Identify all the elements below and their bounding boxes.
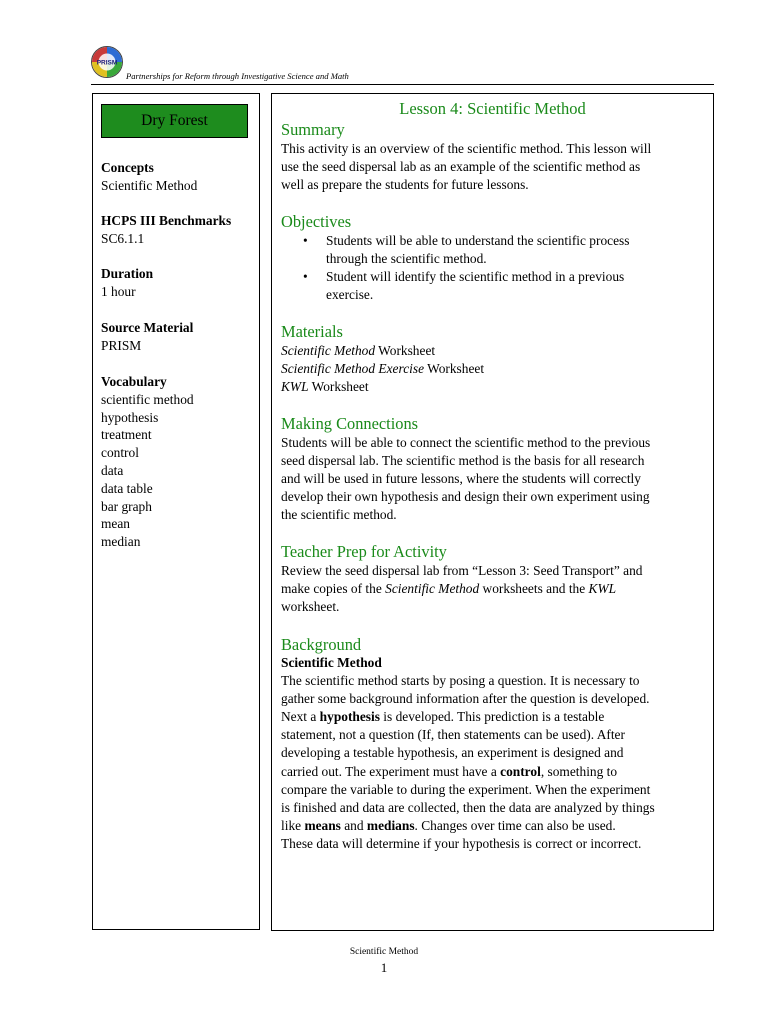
connections-line: seed dispersal lab. The scientific method is the basis for all research: [281, 453, 645, 469]
material-name: Scientific Method Exercise: [281, 361, 425, 377]
vocab-item: bar graph: [101, 498, 152, 514]
background-line: gather some background information after the question is developed.: [281, 691, 650, 707]
page-number: 1: [380, 960, 388, 975]
concepts-value: Scientific Method: [101, 177, 198, 193]
lesson-title: Lesson 4: Scientific Method: [399, 99, 586, 118]
benchmarks-section: [101, 212, 256, 248]
benchmarks-heading: HCPS III Benchmarks: [101, 213, 232, 228]
vocab-item: data: [101, 462, 124, 478]
background-line: is finished and data are collected, then the data are analyzed by things: [281, 799, 655, 815]
footer-label: Scientific Method: [349, 947, 419, 957]
bullet-icon: •: [303, 269, 308, 284]
teacher-prep-text: [281, 562, 709, 616]
connections-line: develop their own hypothesis and design their own experiment using: [281, 489, 650, 505]
objective-line: exercise.: [326, 287, 374, 303]
vocab-item: median: [101, 534, 141, 550]
background-line: like means and medians. Changes over time can also be used.: [281, 817, 616, 833]
vocab-item: hypothesis: [101, 409, 159, 425]
unit-label: Dry Forest: [141, 112, 208, 129]
vocab-item: scientific method: [101, 391, 194, 407]
summary-line: This activity is an overview of the scientific method. This lesson will: [281, 141, 652, 156]
summary-heading: Summary: [281, 120, 345, 139]
duration-heading: Duration: [101, 266, 154, 281]
teacher-prep-line: Review the seed dispersal lab from “Lesson 3: Seed Transport” and: [281, 563, 643, 578]
background-line: compare the variable to during the experiment. When the experiment: [281, 781, 651, 797]
bullet-icon: •: [303, 233, 308, 248]
source-value: PRISM: [101, 337, 142, 353]
objective-line: Student will identify the scientific method in a previous: [326, 269, 625, 284]
connections-line: the scientific method.: [281, 507, 397, 523]
vocabulary-heading: Vocabulary: [101, 374, 167, 389]
background-subheading: Scientific Method: [281, 655, 382, 670]
material-item: [281, 342, 709, 360]
connections-heading: Making Connections: [281, 414, 419, 433]
teacher-prep-line: worksheet.: [281, 599, 340, 615]
objectives-heading: Objectives: [281, 212, 352, 231]
material-item: [281, 378, 709, 396]
concepts-section: [101, 159, 256, 195]
duration-section: [101, 265, 256, 301]
vocab-item: data table: [101, 480, 153, 496]
material-name: Scientific Method: [281, 343, 376, 358]
vocab-item: treatment: [101, 427, 152, 443]
background-line: statement, not a question (If, then statements can be used). After: [281, 727, 625, 743]
material-type: Worksheet: [424, 361, 485, 377]
background-line: These data will determine if your hypothesis is correct or incorrect.: [281, 835, 642, 851]
logo-text: PRISM: [96, 59, 118, 67]
unit-label-box: [101, 104, 248, 138]
material-name: KWL: [281, 379, 309, 395]
header-tagline: Partnerships for Reform through Investigative Science and Math: [126, 71, 349, 81]
connections-line: Students will be able to connect the scientific method to the previous: [281, 435, 651, 450]
duration-value: 1 hour: [101, 283, 136, 299]
source-section: [101, 319, 256, 355]
background-line: developing a testable hypothesis, an experiment is designed and: [281, 745, 624, 761]
background-line: Next a hypothesis is developed. This prediction is a testable: [281, 709, 605, 725]
background-line: The scientific method starts by posing a question. It is necessary to: [281, 673, 640, 689]
material-type: Worksheet: [308, 379, 369, 395]
background-text: [281, 654, 709, 853]
source-heading: Source Material: [101, 320, 194, 335]
background-heading: Background: [281, 635, 362, 654]
materials-list: [281, 342, 709, 396]
vocabulary-section: [101, 373, 256, 551]
summary-line: well as prepare the students for future lessons.: [281, 177, 529, 193]
prism-logo: [90, 45, 124, 79]
objective-line: Students will be able to understand the scientific process: [326, 233, 630, 248]
teacher-prep-heading: Teacher Prep for Activity: [281, 542, 447, 561]
material-type: Worksheet: [375, 343, 436, 358]
vocab-item: control: [101, 445, 139, 461]
header-divider: [91, 84, 714, 85]
background-line: carried out. The experiment must have a control, something to: [281, 763, 618, 779]
summary-text: [281, 140, 709, 194]
vocab-item: mean: [101, 516, 130, 532]
connections-line: and will be used in future lessons, where the students will correctly: [281, 471, 641, 487]
benchmarks-value: SC6.1.1: [101, 230, 145, 246]
concepts-heading: Concepts: [101, 160, 154, 175]
teacher-prep-line: make copies of the Scientific Method worksheets and the KWL: [281, 581, 617, 597]
summary-line: use the seed dispersal lab as an example of the scientific method as: [281, 159, 641, 175]
objective-line: through the scientific method.: [326, 251, 487, 267]
connections-text: [281, 434, 709, 524]
material-item: [281, 360, 709, 378]
materials-heading: Materials: [281, 322, 343, 341]
